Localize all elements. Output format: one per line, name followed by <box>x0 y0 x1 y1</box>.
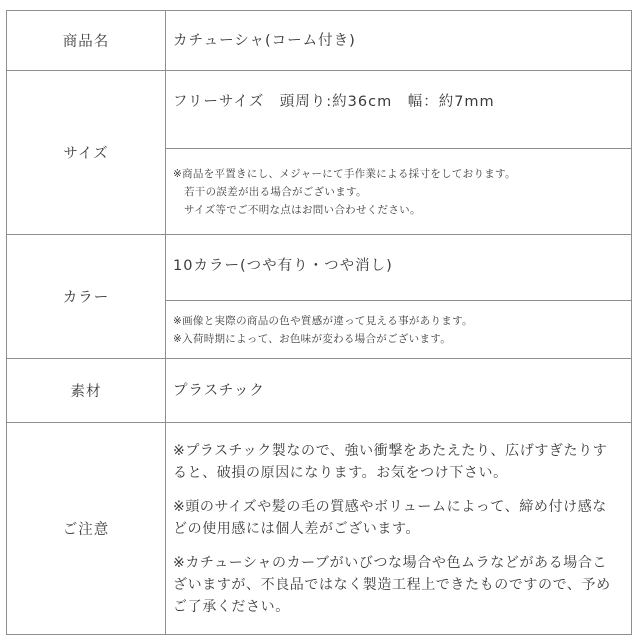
color-note-line: ※入荷時期によって、お色味が変わる場合がございます。 <box>173 332 452 345</box>
value-size: フリーサイズ 頭周り:約36cm 幅：約7mm <box>173 94 495 110</box>
size-note-line: ※商品を平置きにし、メジャーにて手作業による採寸をしております。 <box>173 167 516 180</box>
color-note-line: ※画像と実際の商品の色や質感が違って見える事があります。 <box>173 314 473 327</box>
value-product-name: カチューシャ(コーム付き) <box>173 33 356 49</box>
label-color: カラー <box>7 235 166 359</box>
caution-notes <box>166 423 632 635</box>
label-caution: ご注意 <box>7 423 166 635</box>
label-size: サイズ <box>7 71 166 235</box>
caution-line: ご了承ください。 <box>173 598 290 615</box>
row-product-name <box>7 11 632 71</box>
caution-line: ると、破損の原因になります。お気をつけ下さい。 <box>173 464 508 481</box>
caution-line: ※頭のサイズや髪の毛の質感やボリュームによって、締め付け感な <box>173 498 607 515</box>
caution-line: どの使用感には個人差がございます。 <box>173 520 421 537</box>
size-note-line: サイズ等でご不明な点はお問い合わせください。 <box>184 203 421 216</box>
caution-paragraph <box>173 552 631 618</box>
caution-paragraph <box>173 440 631 484</box>
label-material: 素材 <box>7 359 166 423</box>
color-notes <box>166 301 632 359</box>
row-color-main <box>7 235 632 301</box>
value-material: プラスチック <box>173 383 265 399</box>
size-notes <box>166 149 632 235</box>
row-material <box>7 359 632 423</box>
product-spec-table <box>6 10 632 635</box>
label-product-name: 商品名 <box>7 11 166 71</box>
row-caution <box>7 423 632 635</box>
caution-line: ※プラスチック製なので、強い衝撃をあたえたり、広げすぎたりす <box>173 442 608 459</box>
size-note-line: 若干の誤差が出る場合がございます。 <box>184 185 367 198</box>
caution-paragraph <box>173 496 631 540</box>
caution-line: ざいますが、不良品ではなく製造工程上できたものですので、予め <box>173 576 611 593</box>
row-size-main <box>7 71 632 149</box>
value-color: 10カラー(つや有り・つや消し) <box>173 258 393 274</box>
caution-line: ※カチューシャのカーブがいびつな場合や色ムラなどがある場合こ <box>173 554 608 571</box>
